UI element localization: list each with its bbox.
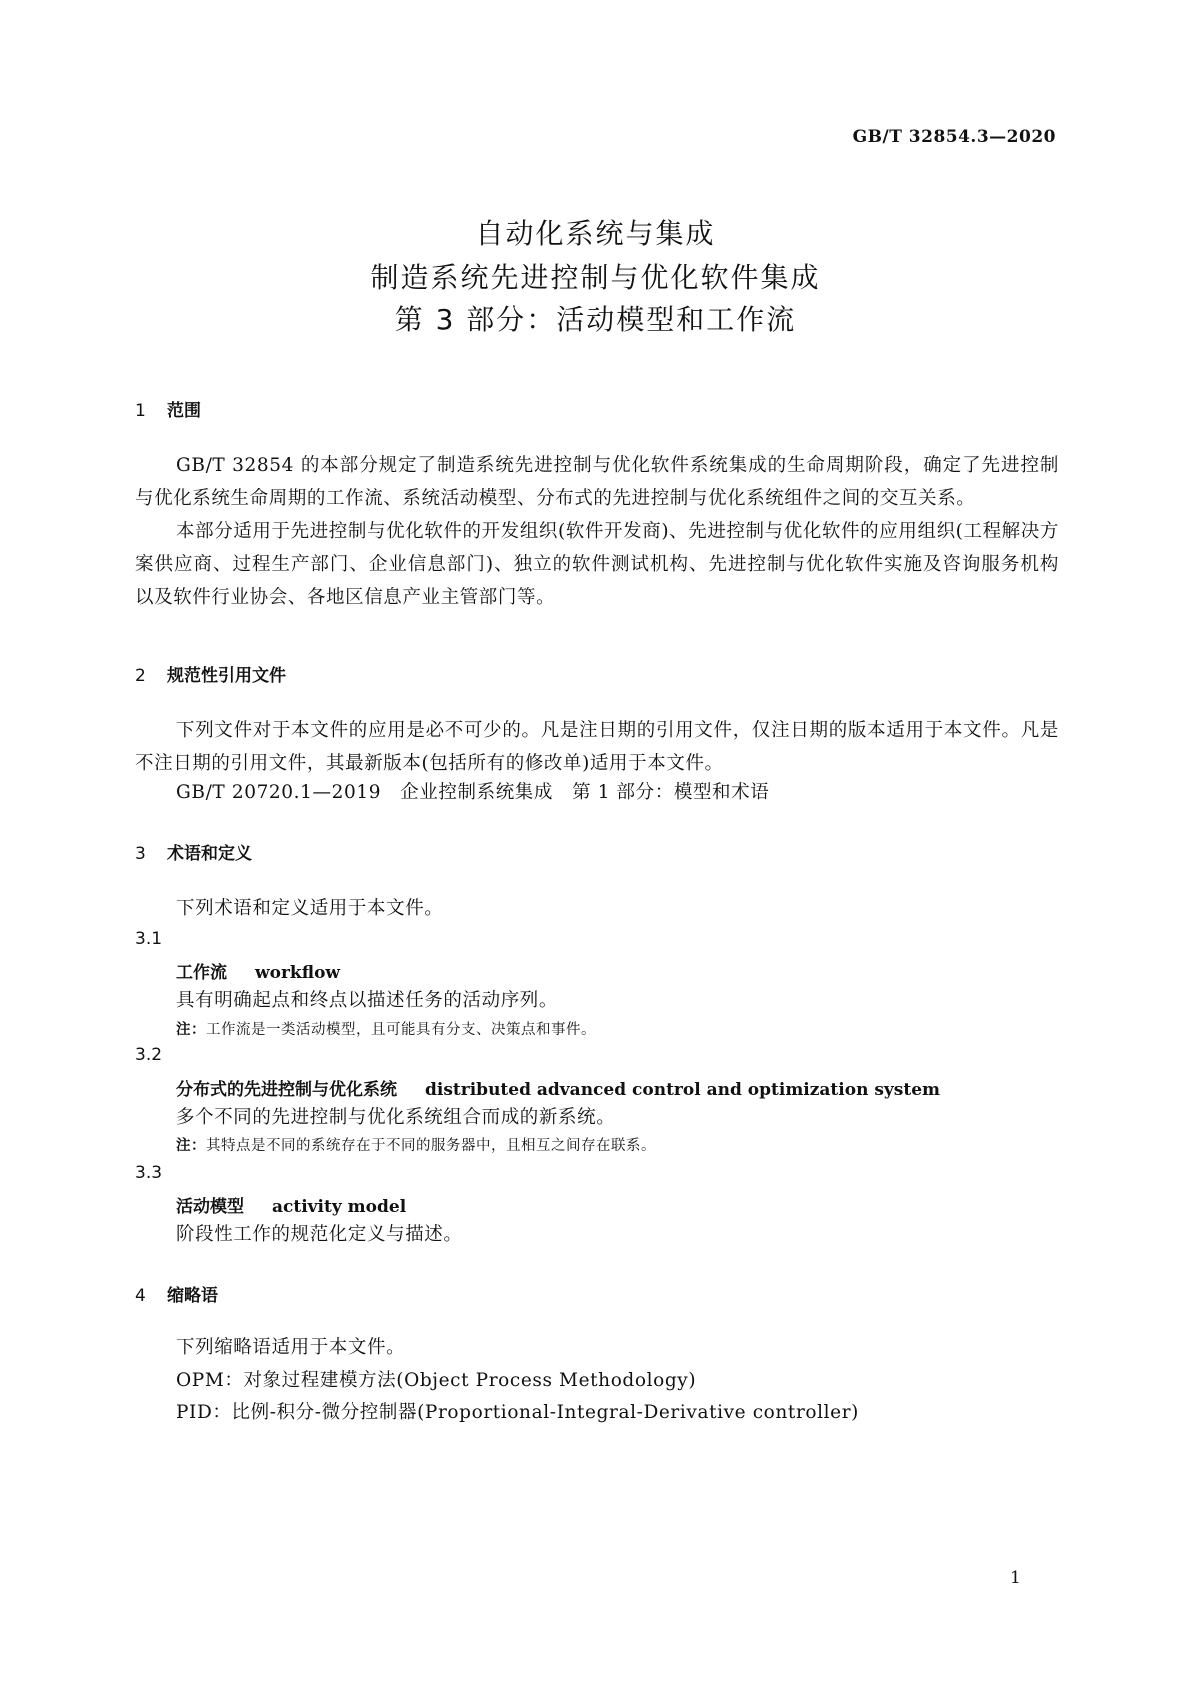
section-2-heading [135, 661, 286, 686]
standard-number: GB/T 32854.3—2020 [852, 127, 1056, 147]
section-number: 4 [135, 1286, 146, 1306]
term-heading [176, 1192, 406, 1217]
paragraph: 本部分适用于先进控制与优化软件的开发组织(软件开发商)、先进控制与优化软件的应用组织(工程解决方案供应商、过程生产部门、企业信息部门)、独立的软件测试机构、先进控制与优化软件实施及咨询服务机构以及软件行业协会、各地区信息产业主管部门等。 [135, 521, 1059, 608]
terms-intro: 下列术语和定义适用于本文件。 [176, 898, 444, 919]
term-note [176, 1134, 656, 1155]
title-line-3: 第 3 部分：活动模型和工作流 [394, 303, 797, 336]
term-number: 3.2 [135, 1045, 163, 1065]
section-title: 缩略语 [167, 1286, 218, 1306]
term-note [176, 1018, 596, 1039]
term-number: 3.3 [135, 1163, 163, 1183]
title-line-2: 制造系统先进控制与优化软件集成 [370, 261, 821, 294]
note-text: 工作流是一类活动模型，且可能具有分支、决策点和事件。 [206, 1022, 596, 1038]
term-heading [176, 1075, 940, 1100]
term-definition: 具有明确起点和终点以描述任务的活动序列。 [176, 990, 559, 1011]
page-number: 1 [1010, 1568, 1021, 1588]
note-label: 注： [176, 1022, 206, 1038]
term-en: workflow [255, 963, 341, 983]
term-zh: 活动模型 [176, 1197, 244, 1217]
section-title: 术语和定义 [167, 844, 252, 864]
section-4-heading [135, 1281, 218, 1306]
note-label: 注： [176, 1138, 206, 1154]
abbreviations-intro: 下列缩略语适用于本文件。 [176, 1337, 406, 1358]
title-line-1: 自动化系统与集成 [475, 217, 716, 250]
section-1-body [135, 449, 1059, 614]
section-title: 规范性引用文件 [167, 666, 286, 686]
term-number: 3.1 [135, 929, 163, 949]
section-number: 1 [135, 401, 146, 421]
term-zh: 分布式的先进控制与优化系统 [176, 1080, 397, 1100]
note-text: 其特点是不同的系统存在于不同的服务器中，且相互之间存在联系。 [206, 1138, 656, 1154]
section-2-body [135, 714, 1059, 780]
term-zh: 工作流 [176, 963, 227, 983]
section-title: 范围 [167, 401, 201, 421]
term-en: activity model [272, 1197, 407, 1217]
term-en: distributed advanced control and optimization system [425, 1080, 941, 1100]
section-3-heading [135, 839, 252, 864]
term-definition: 多个不同的先进控制与优化系统组合而成的新系统。 [176, 1107, 616, 1128]
term-heading [176, 958, 340, 983]
paragraph: GB/T 32854 的本部分规定了制造系统先进控制与优化软件系统集成的生命周期阶段，确定了先进控制与优化系统生命周期的工作流、系统活动模型、分布式的先进控制与优化系统组件之间的交互关系。 [135, 455, 1059, 509]
paragraph: 下列文件对于本文件的应用是必不可少的。凡是注日期的引用文件，仅注日期的版本适用于本文件。凡是不注日期的引用文件，其最新版本(包括所有的修改单)适用于本文件。 [135, 720, 1059, 774]
normative-reference: GB/T 20720.1—2019 企业控制系统集成 第 1 部分：模型和术语 [176, 782, 770, 803]
section-1-heading [135, 396, 201, 421]
abbreviation-item: OPM：对象过程建模方法(Object Process Methodology) [176, 1370, 697, 1391]
section-number: 3 [135, 844, 146, 864]
section-number: 2 [135, 666, 146, 686]
term-definition: 阶段性工作的规范化定义与描述。 [176, 1224, 463, 1245]
abbreviation-item: PID：比例-积分-微分控制器(Proportional-Integral-Derivative controller) [176, 1402, 859, 1423]
